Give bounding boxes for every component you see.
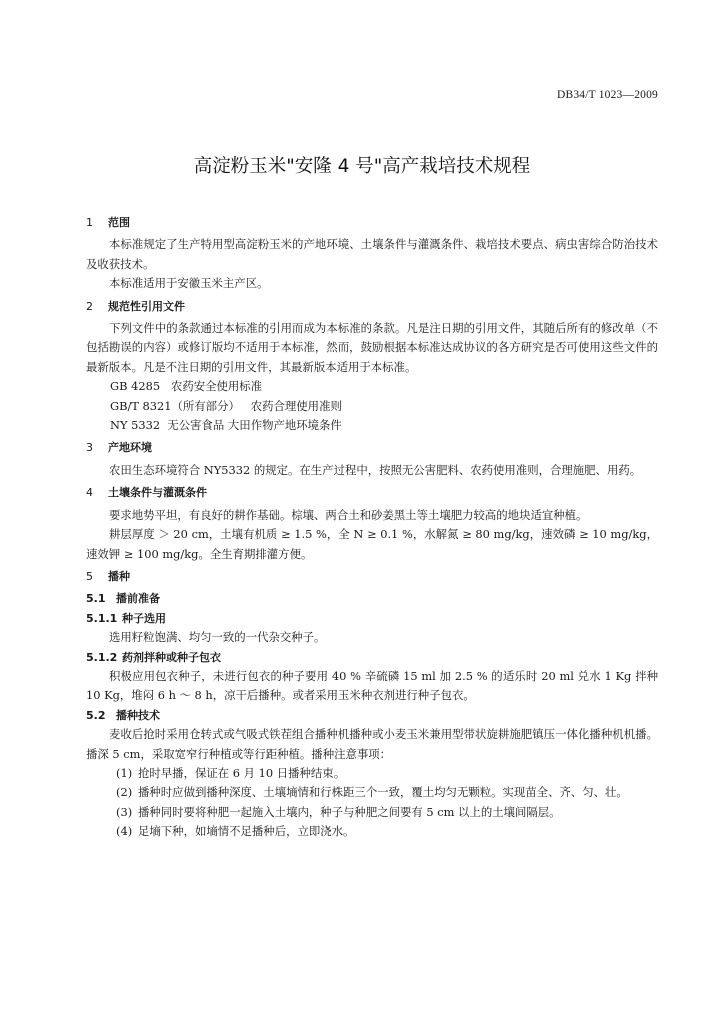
- paragraph: 要求地势平坦，有良好的耕作基础。棕壤、两合土和砂姜黑土等土壤肥力较高的地块适宜种植。: [109, 507, 588, 522]
- section-title: 规范性引用文件: [108, 299, 185, 313]
- page-title: 高淀粉玉米"安隆 4 号"高产栽培技术规程: [193, 156, 531, 177]
- list-item-text: 足墒下种，如墒情不足播种后，立即浇水。: [138, 824, 355, 839]
- reference-item: GB 4285 农药安全使用标准: [110, 379, 263, 394]
- section-number: 4: [86, 486, 93, 500]
- list-item: [86, 783, 658, 802]
- section-number: 1: [86, 216, 93, 229]
- section-number: 3: [86, 441, 93, 455]
- section-title: 土壤条件与灌溉条件: [108, 486, 207, 500]
- list-marker: (1): [116, 765, 133, 780]
- paragraph: 耕层厚度 ＞ 20 cm，土壤有机质 ≥ 1.5 %，全 N ≥ 0.1 %，水解氮 ≥ 80 mg/kg，速效磷 ≥ 10 mg/kg，速效钾 ≥ 100 mg/kg。全生育期排灌方便。: [86, 527, 658, 561]
- paragraph: 选用籽粒饱满、均匀一致的一代杂交种子。: [109, 630, 326, 645]
- section-heading-4: [86, 483, 658, 502]
- paragraph: 积极应用包衣种子，未进行包衣的种子要用 40 % 辛硫磷 15 ml 加 2.5 % 的适乐时 20 ml 兑水 1 Kg 拌种 10 Kg，堆闷 6 h ～ 8 h，凉干后播种。或者采用玉米种衣剂进行种子包衣。: [86, 668, 658, 703]
- subsection-title: 种子选用: [122, 611, 166, 625]
- subsection-heading-5-1-2: [86, 648, 658, 667]
- paragraph: 下列文件中的条款通过本标准的引用而成为本标准的条款。凡是注日期的引用文件，其随后所有的修改单（不包括勘误的内容）或修订版均不适用于本标准，然而，鼓励根据本标准达成协议的各方研究是否可使用这些文件的最新版本。凡是不注日期的引用文件，其最新版本适用于本标准。: [86, 321, 658, 374]
- section-heading-3: [86, 438, 658, 457]
- section-title: 产地环境: [108, 441, 152, 455]
- subsection-title: 播前准备: [116, 592, 160, 606]
- list-marker: (4): [116, 824, 133, 839]
- list-item: [86, 764, 658, 783]
- document-body: [86, 210, 658, 842]
- subsection-number: 5.1.2: [86, 650, 118, 664]
- paragraph: 麦收后抢时采用仓转式或气吸式铁茬组合播种机播种或小麦玉米兼用型带状旋耕施肥镇压一体化播种机机播。播深 5 cm，采取宽窄行种植或等行距种植。播种注意事项：: [86, 727, 658, 761]
- list-item: [86, 822, 658, 841]
- list-item-text: 播种时应做到播种深度、土壤墒情和行株距三个一致，覆土均匀无颗粒。实现苗全、齐、匀、壮。: [138, 785, 628, 800]
- subsection-title: 播种技术: [116, 708, 160, 722]
- paragraph: 本标准规定了生产特用型高淀粉玉米的产地环境、土壤条件与灌溉条件、栽培技术要点、病虫害综合防治技术及收获技术。: [86, 237, 658, 271]
- subsection-heading-5-2: [86, 706, 658, 725]
- section-number: 5: [86, 569, 93, 583]
- section-heading-1: [86, 213, 658, 232]
- section-title: 范围: [108, 216, 130, 229]
- list-marker: (3): [116, 804, 133, 819]
- reference-item: NY 5332 无公害食品 大田作物产地环境条件: [110, 418, 342, 433]
- list-item: [86, 803, 658, 822]
- list-marker: (2): [116, 785, 133, 800]
- subsection-number: 5.1: [86, 592, 106, 606]
- paragraph: 农田生态环境符合 NY5332 的规定。在生产过程中，按照无公害肥料、农药使用准则，合理施肥、用药。: [109, 462, 642, 477]
- list-item-text: 抢时早播，保证在 6 月 10 日播种结束。: [138, 765, 346, 780]
- subsection-number: 5.2: [86, 708, 106, 722]
- section-title: 播种: [108, 569, 130, 583]
- section-number: 2: [86, 299, 93, 313]
- subsection-title: 药剂拌种或种子包衣: [122, 650, 221, 664]
- reference-item: GB/T 8321（所有部分） 农药合理使用准则: [110, 398, 342, 413]
- document-code: DB34/T 1023—2009: [556, 89, 658, 101]
- section-heading-5: [86, 567, 658, 586]
- subsection-number: 5.1.1: [86, 611, 118, 625]
- section-heading-2: [86, 297, 658, 316]
- subsection-heading-5-1-1: [86, 609, 658, 628]
- paragraph: 本标准适用于安徽玉米主产区。: [109, 276, 269, 291]
- list-item-text: 播种同时要将种肥一起施入土壤内，种子与种肥之间要有 5 cm 以上的土壤间隔层。: [138, 804, 561, 819]
- subsection-heading-5-1: [86, 589, 658, 608]
